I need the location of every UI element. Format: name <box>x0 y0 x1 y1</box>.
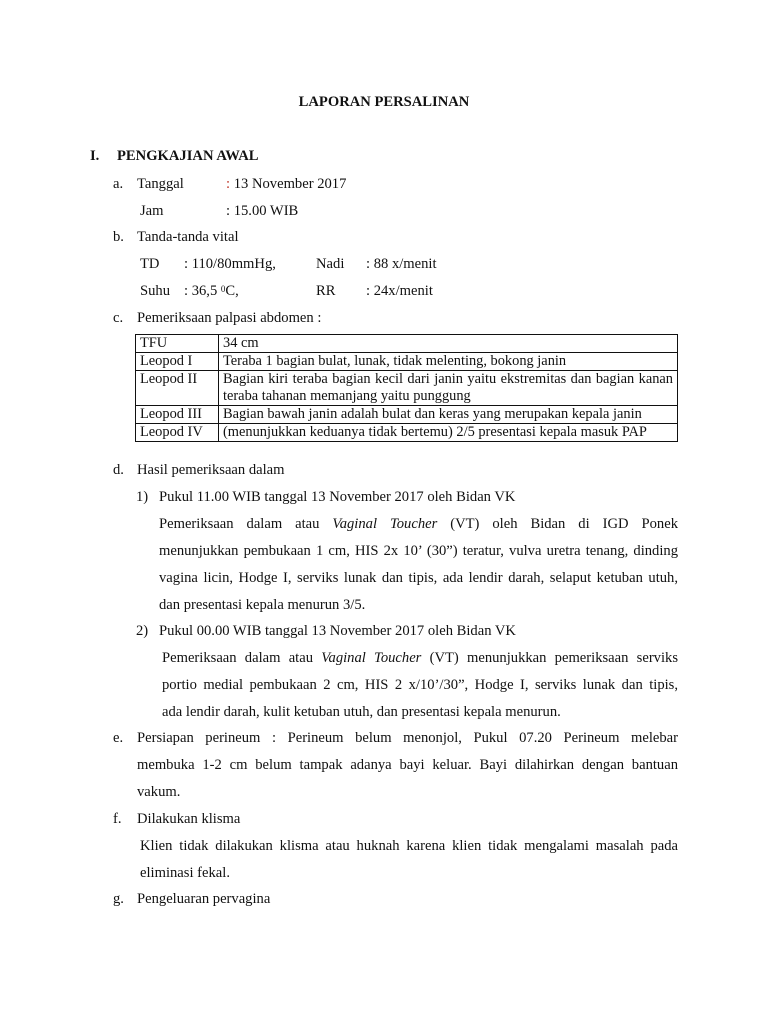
subitem-1-line-1 <box>159 515 678 533</box>
klisma-line-2: eliminasi fekal. <box>140 865 230 881</box>
item-a-marker: a. <box>113 176 124 192</box>
subitem-1-number: 1) <box>136 489 149 505</box>
document-title: LAPORAN PERSALINAN <box>298 94 470 110</box>
item-c-marker: c. <box>113 310 124 326</box>
table-cell-value: 34 cm <box>219 335 678 353</box>
table-cell-label: Leopod I <box>136 353 219 371</box>
suhu-unit: C, <box>225 283 239 299</box>
subitem-2-number: 2) <box>136 623 149 639</box>
section-heading: PENGKAJIAN AWAL <box>117 148 259 164</box>
suhu-number: : 36,5 <box>184 283 221 299</box>
table-cell-value: Bagian kiri teraba bagian kecil dari janin yaitu ekstremitas dan bagian kanan teraba tahanan memanjang yaitu punggung <box>219 371 678 406</box>
rr-label: RR <box>316 283 336 299</box>
rr-value: : 24x/menit <box>366 283 433 299</box>
tanggal-colon: : <box>226 176 231 192</box>
table-row <box>136 424 678 442</box>
table-row <box>136 371 678 406</box>
td-value: : 110/80mmHg, <box>184 256 276 272</box>
vital-heading: Tanda-tanda vital <box>137 229 239 245</box>
palpasi-table <box>135 334 678 442</box>
klisma-line-1: Klien tidak dilakukan klisma atau huknah karena klien tidak mengalami masalah pada <box>140 838 678 854</box>
italic-term: Vaginal Toucher <box>332 516 438 532</box>
suhu-label: Suhu <box>140 283 171 299</box>
text-run: (VT) menunjukkan pemeriksaan serviks <box>421 650 679 666</box>
table-cell-value: Bagian bawah janin adalah bulat dan keras yang merupakan kepala janin <box>219 406 678 424</box>
klisma-heading: Dilakukan klisma <box>137 811 241 827</box>
jam-value: : 15.00 WIB <box>226 203 299 219</box>
subitem-1-line-2: menunjukkan pembukaan 1 cm, HIS 2x 10’ (30”) teratur, vulva uretra tenang, dinding <box>159 543 678 559</box>
perineum-line-2: membuka 1-2 cm belum tampak adanya bayi keluar. Bayi dilahirkan dengan bantuan <box>137 757 678 773</box>
pervagina-heading: Pengeluaran pervagina <box>137 891 271 907</box>
subitem-1-heading: Pukul 11.00 WIB tanggal 13 November 2017 oleh Bidan VK <box>159 489 516 505</box>
text-run: Pemeriksaan dalam atau <box>159 516 333 532</box>
nadi-value: : 88 x/menit <box>366 256 437 272</box>
nadi-label: Nadi <box>316 256 345 272</box>
table-cell-label: Leopod III <box>136 406 219 424</box>
item-g-marker: g. <box>113 891 124 907</box>
td-label: TD <box>140 256 160 272</box>
degree-sup: 0 <box>220 284 226 294</box>
table-cell-value: (menunjukkan keduanya tidak bertemu) 2/5 presentasi kepala masuk PAP <box>219 424 678 442</box>
item-f-marker: f. <box>113 811 122 827</box>
tanggal-date: 13 November 2017 <box>230 176 347 192</box>
perineum-line-3: vakum. <box>137 784 181 800</box>
jam-label: Jam <box>140 203 164 219</box>
table-row <box>136 353 678 371</box>
subitem-2-line-2: portio medial pembukaan 2 cm, HIS 2 x/10’/30”, Hodge I, serviks lunak dan tipis, <box>162 677 678 693</box>
item-d-marker: d. <box>113 462 124 478</box>
pemeriksaan-dalam-heading: Hasil pemeriksaan dalam <box>137 462 285 478</box>
tanggal-label: Tanggal <box>137 176 184 192</box>
italic-term: Vaginal Toucher <box>321 650 422 666</box>
table-cell-value: Teraba 1 bagian bulat, lunak, tidak melenting, bokong janin <box>219 353 678 371</box>
subitem-1-line-4: dan presentasi kepala menurun 3/5. <box>159 597 366 613</box>
item-b-marker: b. <box>113 229 124 245</box>
section-number: I. <box>90 148 100 164</box>
item-e-marker: e. <box>113 730 124 746</box>
tanggal-value <box>226 175 346 193</box>
subitem-2-line-1 <box>162 649 678 667</box>
table-cell-label: Leopod IV <box>136 424 219 442</box>
table-row <box>136 335 678 353</box>
perineum-line-1: Persiapan perineum : Perineum belum menonjol, Pukul 07.20 Perineum melebar <box>137 730 678 746</box>
table-row <box>136 406 678 424</box>
subitem-1-line-3: vagina licin, Hodge I, serviks lunak dan tipis, ada lendir darah, selaput ketuban utuh, <box>159 570 678 586</box>
suhu-value <box>184 282 239 300</box>
subitem-2-heading: Pukul 00.00 WIB tanggal 13 November 2017 oleh Bidan VK <box>159 623 516 639</box>
table-cell-label: Leopod II <box>136 371 219 406</box>
text-run: Pemeriksaan dalam atau <box>162 650 322 666</box>
text-run: (VT) oleh Bidan di IGD Ponek <box>437 516 678 532</box>
subitem-2-line-3: ada lendir darah, kulit ketuban utuh, dan presentasi kepala menurun. <box>162 704 561 720</box>
table-cell-label: TFU <box>136 335 219 353</box>
palpasi-heading: Pemeriksaan palpasi abdomen : <box>137 310 322 326</box>
